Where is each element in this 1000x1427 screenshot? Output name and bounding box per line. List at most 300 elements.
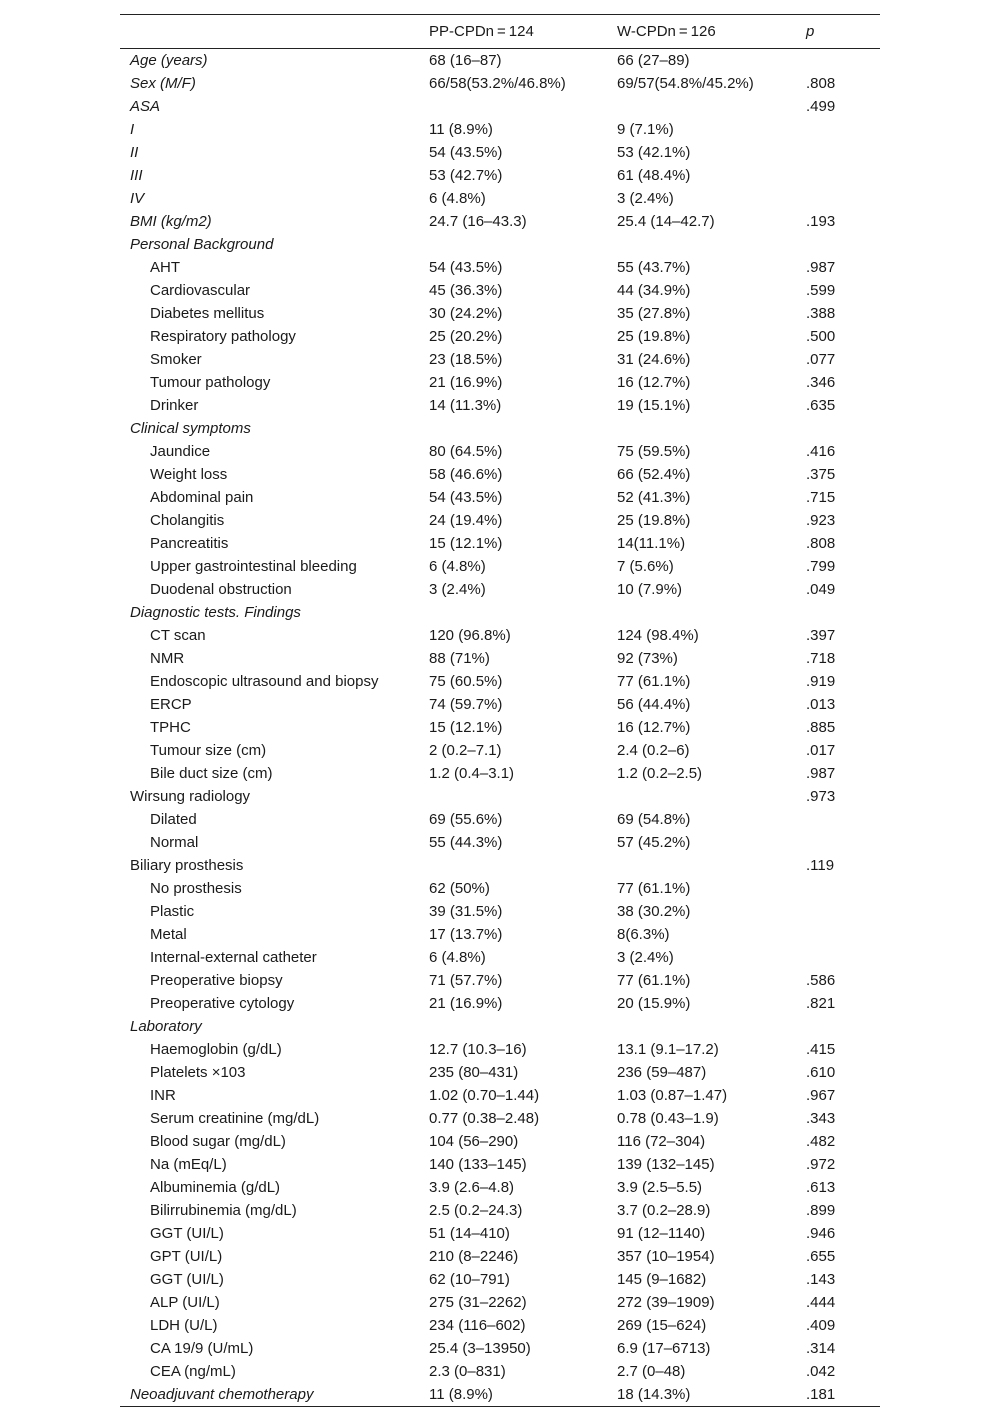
table-row (120, 1314, 880, 1337)
pp-cpd-value: 6 (4.8%) (429, 949, 486, 966)
w-cpd-value: 20 (15.9%) (617, 995, 691, 1012)
table-row (120, 716, 880, 739)
row-label: Upper gastrointestinal bleeding (150, 558, 357, 575)
comparison-table (120, 14, 880, 1407)
w-cpd-value: 3 (2.4%) (617, 190, 674, 207)
row-label: Pancreatitis (150, 535, 229, 552)
w-cpd-value: 357 (10–1954) (617, 1248, 715, 1265)
p-value: .715 (806, 489, 836, 506)
row-label: Weight loss (150, 466, 228, 483)
table-body (120, 49, 880, 1407)
w-cpd-value: 14(11.1%) (617, 535, 686, 552)
row-label: Normal (150, 834, 199, 851)
w-cpd-value: 31 (24.6%) (617, 351, 691, 368)
w-cpd-value: 25 (19.8%) (617, 328, 691, 345)
pp-cpd-value: 25.4 (3–13950) (429, 1340, 531, 1357)
table-row (120, 302, 880, 325)
w-cpd-value: 236 (59–487) (617, 1064, 707, 1081)
pp-cpd-value: 11 (8.9%) (429, 1383, 617, 1407)
table-row (120, 578, 880, 601)
w-cpd-value: 77 (61.1%) (617, 880, 691, 897)
p-value: .885 (806, 719, 836, 736)
pp-cpd-value: 25 (20.2%) (429, 328, 503, 345)
row-label: ERCP (150, 696, 192, 713)
row-label: CA 19/9 (U/mL) (150, 1340, 254, 1357)
pp-cpd-value: 6 (4.8%) (429, 190, 486, 207)
w-cpd-value: 3 (2.4%) (617, 949, 674, 966)
pp-cpd-value: 6 (4.8%) (429, 558, 486, 575)
row-label: Preoperative cytology (150, 995, 295, 1012)
p-value: .899 (806, 1202, 836, 1219)
row-label: III (130, 167, 143, 184)
table-row (120, 463, 880, 486)
table-row (120, 1107, 880, 1130)
pp-cpd-value (429, 1015, 617, 1038)
w-cpd-value: 77 (61.1%) (617, 673, 691, 690)
pp-cpd-value: 75 (60.5%) (429, 673, 503, 690)
header-w-cpd: W-CPDn = 126 (617, 15, 806, 49)
w-cpd-value: 2.7 (0–48) (617, 1363, 686, 1380)
w-cpd-value: 35 (27.8%) (617, 305, 691, 322)
row-label: IV (130, 190, 145, 207)
w-cpd-value: 10 (7.9%) (617, 581, 683, 598)
row-label: TPHC (150, 719, 191, 736)
w-cpd-value: 91 (12–1140) (617, 1225, 706, 1242)
table-row (120, 1222, 880, 1245)
row-label: BMI (kg/m2) (130, 213, 212, 230)
table-row (120, 210, 880, 233)
row-label: Dilated (150, 811, 197, 828)
table-row (120, 946, 880, 969)
p-value (806, 164, 880, 187)
p-value: .613 (806, 1179, 836, 1196)
row-label: GPT (UI/L) (150, 1248, 223, 1265)
row-label: Diabetes mellitus (150, 305, 265, 322)
row-label: Haemoglobin (g/dL) (150, 1041, 282, 1058)
pp-cpd-value: 24.7 (16–43.3) (429, 213, 527, 230)
pp-cpd-value: 39 (31.5%) (429, 903, 503, 920)
header-p-value: p (806, 15, 880, 49)
table-row (120, 279, 880, 302)
p-value: .923 (806, 512, 836, 529)
row-label: Duodenal obstruction (150, 581, 292, 598)
pp-cpd-value: 2.5 (0.2–24.3) (429, 1202, 523, 1219)
p-value: .143 (806, 1271, 836, 1288)
table-row (120, 394, 880, 417)
p-value (806, 1015, 880, 1038)
table-row (120, 831, 880, 854)
p-value (806, 417, 880, 440)
pp-cpd-value: 14 (11.3%) (429, 397, 502, 414)
row-label: Personal Background (130, 236, 274, 253)
pp-cpd-value: 62 (50%) (429, 880, 490, 897)
table-row (120, 693, 880, 716)
table-row (120, 72, 880, 95)
row-label: Tumour pathology (150, 374, 271, 391)
pp-cpd-value (429, 417, 617, 440)
pp-cpd-value: 88 (71%) (429, 650, 490, 667)
table-row (120, 256, 880, 279)
w-cpd-value (617, 95, 806, 118)
row-label: Biliary prosthesis (130, 857, 244, 874)
w-cpd-value: 25 (19.8%) (617, 512, 691, 529)
pp-cpd-value: 24 (19.4%) (429, 512, 503, 529)
w-cpd-value: 269 (15–624) (617, 1317, 707, 1334)
row-label: AHT (150, 259, 180, 276)
pp-cpd-value (429, 233, 617, 256)
table-row (120, 509, 880, 532)
row-label: Na (mEq/L) (150, 1156, 227, 1173)
p-value: .193 (806, 213, 836, 230)
table-row (120, 1268, 880, 1291)
w-cpd-value (617, 1015, 806, 1038)
pp-cpd-value: 234 (116–602) (429, 1317, 526, 1334)
w-cpd-value (617, 601, 806, 624)
w-cpd-value: 69/57(54.8%/45.2%) (617, 75, 754, 92)
pp-cpd-value: 54 (43.5%) (429, 259, 503, 276)
w-cpd-value: 66 (27–89) (617, 52, 690, 69)
p-value: .919 (806, 673, 836, 690)
table-header (120, 15, 880, 49)
pp-cpd-value: 51 (14–410) (429, 1225, 510, 1242)
row-label: GGT (UI/L) (150, 1271, 224, 1288)
w-cpd-value: 77 (61.1%) (617, 972, 691, 989)
p-value (806, 808, 880, 831)
row-label: Cardiovascular (150, 282, 251, 299)
table-row (120, 1153, 880, 1176)
p-value: .718 (806, 650, 836, 667)
table-row (120, 555, 880, 578)
p-value: .808 (806, 75, 836, 92)
row-label: Cholangitis (150, 512, 225, 529)
w-cpd-value: 61 (48.4%) (617, 167, 691, 184)
pp-cpd-value: 11 (8.9%) (429, 121, 493, 138)
table-row (120, 1061, 880, 1084)
p-value: .821 (806, 995, 836, 1012)
p-value: .610 (806, 1064, 836, 1081)
w-cpd-value: 92 (73%) (617, 650, 678, 667)
table-row (120, 141, 880, 164)
p-value: .946 (806, 1225, 836, 1242)
table-row (120, 1130, 880, 1153)
p-value: .077 (806, 351, 836, 368)
w-cpd-value: 145 (9–1682) (617, 1271, 707, 1288)
table-row (120, 1245, 880, 1268)
row-label: ASA (130, 98, 161, 115)
table-row (120, 49, 880, 73)
p-value: .017 (806, 742, 836, 759)
p-value: .444 (806, 1294, 836, 1311)
p-value: .375 (806, 466, 836, 483)
p-value: .049 (806, 581, 836, 598)
pp-cpd-value: 66/58(53.2%/46.8%) (429, 75, 566, 92)
p-value (806, 601, 880, 624)
row-label: Bile duct size (cm) (150, 765, 273, 782)
pp-cpd-value: 12.7 (10.3–16) (429, 1041, 527, 1058)
pp-cpd-value: 275 (31–2262) (429, 1294, 527, 1311)
table-row (120, 1383, 880, 1407)
pp-cpd-value: 17 (13.7%) (429, 926, 503, 943)
p-value (806, 233, 880, 256)
w-cpd-value: 56 (44.4%) (617, 696, 691, 713)
p-value: .042 (806, 1363, 836, 1380)
w-cpd-value: 75 (59.5%) (617, 443, 691, 460)
row-label: Endoscopic ultrasound and biopsy (150, 673, 379, 690)
p-value: .409 (806, 1317, 836, 1334)
p-value: .799 (806, 558, 836, 575)
table-row (120, 900, 880, 923)
table-row (120, 1337, 880, 1360)
pp-cpd-value: 2.3 (0–831) (429, 1363, 506, 1380)
pp-cpd-value: 3.9 (2.6–4.8) (429, 1179, 515, 1196)
row-label: ALP (UI/L) (150, 1294, 220, 1311)
w-cpd-value (617, 233, 806, 256)
table-row (120, 992, 880, 1015)
pp-cpd-value: 1.02 (0.70–1.44) (429, 1087, 540, 1104)
pp-cpd-value: 210 (8–2246) (429, 1248, 519, 1265)
p-value: .987 (806, 765, 836, 782)
table-row (120, 762, 880, 785)
p-value (806, 923, 880, 946)
w-cpd-value: 2.4 (0.2–6) (617, 742, 690, 759)
table-row (120, 1084, 880, 1107)
p-value: .314 (806, 1340, 836, 1357)
pp-cpd-value: 69 (55.6%) (429, 811, 503, 828)
w-cpd-value: 13.1 (9.1–17.2) (617, 1041, 719, 1058)
row-label: LDH (U/L) (150, 1317, 218, 1334)
table-row (120, 923, 880, 946)
row-label: Plastic (150, 903, 195, 920)
pp-cpd-value: 30 (24.2%) (429, 305, 503, 322)
table-row (120, 233, 880, 256)
pp-cpd-value: 54 (43.5%) (429, 144, 503, 161)
header-pp-cpd: PP-CPDn = 124 (429, 15, 617, 49)
pp-cpd-value: 21 (16.9%) (429, 995, 503, 1012)
w-cpd-value: 25.4 (14–42.7) (617, 213, 715, 230)
table-row (120, 808, 880, 831)
row-label: Jaundice (150, 443, 211, 460)
table-row (120, 1291, 880, 1314)
w-cpd-value: 7 (5.6%) (617, 558, 674, 575)
w-cpd-value: 0.78 (0.43–1.9) (617, 1110, 719, 1127)
header-row (120, 15, 880, 49)
table-row (120, 532, 880, 555)
pp-cpd-value: 15 (12.1%) (429, 719, 503, 736)
table-row (120, 325, 880, 348)
row-label: Sex (M/F) (130, 75, 196, 92)
table-row (120, 1015, 880, 1038)
p-value: .808 (806, 535, 836, 552)
w-cpd-value: 6.9 (17–6713) (617, 1340, 711, 1357)
w-cpd-value: 124 (98.4%) (617, 627, 699, 644)
row-label: II (130, 144, 139, 161)
row-label: Respiratory pathology (150, 328, 296, 345)
w-cpd-value: 116 (72–304) (617, 1133, 706, 1150)
row-label: Clinical symptoms (130, 420, 251, 437)
pp-cpd-value: 62 (10–791) (429, 1271, 510, 1288)
pp-cpd-value (429, 95, 617, 118)
table-row (120, 95, 880, 118)
w-cpd-value: 1.2 (0.2–2.5) (617, 765, 703, 782)
pp-cpd-value: 2 (0.2–7.1) (429, 742, 502, 759)
pp-cpd-value: 23 (18.5%) (429, 351, 503, 368)
w-cpd-value: 18 (14.3%) (617, 1383, 806, 1407)
pp-cpd-value: 53 (42.7%) (429, 167, 503, 184)
p-value: .416 (806, 443, 836, 460)
table-row (120, 624, 880, 647)
row-label: No prosthesis (150, 880, 242, 897)
table-row (120, 1360, 880, 1383)
p-value: .388 (806, 305, 836, 322)
w-cpd-value (617, 417, 806, 440)
table-row (120, 1176, 880, 1199)
table-row (120, 417, 880, 440)
row-label: Platelets ×103 (150, 1064, 246, 1081)
p-value: .119 (806, 857, 835, 874)
p-value: .655 (806, 1248, 836, 1265)
pp-cpd-value: 3 (2.4%) (429, 581, 486, 598)
p-value (806, 946, 880, 969)
row-label: Age (years) (130, 52, 208, 69)
w-cpd-value: 53 (42.1%) (617, 144, 691, 161)
row-label: Smoker (150, 351, 202, 368)
p-value (806, 141, 880, 164)
pp-cpd-value (429, 854, 617, 877)
row-label: Blood sugar (mg/dL) (150, 1133, 286, 1150)
p-value: .500 (806, 328, 836, 345)
row-label: I (130, 121, 135, 138)
row-label: Tumour size (cm) (150, 742, 267, 759)
row-label: INR (150, 1087, 176, 1104)
p-value: .346 (806, 374, 836, 391)
w-cpd-value: 8(6.3%) (617, 926, 670, 943)
pp-cpd-value: 140 (133–145) (429, 1156, 527, 1173)
table-row (120, 440, 880, 463)
table-row (120, 739, 880, 762)
pp-cpd-value: 21 (16.9%) (429, 374, 503, 391)
row-label: Internal-external catheter (150, 949, 317, 966)
table-row (120, 854, 880, 877)
p-value (806, 877, 880, 900)
row-label: NMR (150, 650, 185, 667)
row-label: CT scan (150, 627, 206, 644)
row-label: Preoperative biopsy (150, 972, 283, 989)
pp-cpd-value: 58 (46.6%) (429, 466, 503, 483)
table-row (120, 486, 880, 509)
pp-cpd-value: 104 (56–290) (429, 1133, 519, 1150)
p-value: .343 (806, 1110, 836, 1127)
w-cpd-value: 16 (12.7%) (617, 719, 691, 736)
w-cpd-value: 16 (12.7%) (617, 374, 691, 391)
table-row (120, 969, 880, 992)
pp-cpd-value: 68 (16–87) (429, 52, 502, 69)
row-label: Drinker (150, 397, 199, 414)
table-row (120, 348, 880, 371)
p-value (806, 900, 880, 923)
w-cpd-value: 66 (52.4%) (617, 466, 691, 483)
pp-cpd-value: 120 (96.8%) (429, 627, 511, 644)
w-cpd-value: 19 (15.1%) (617, 397, 691, 414)
w-cpd-value: 139 (132–145) (617, 1156, 715, 1173)
w-cpd-value (617, 785, 806, 808)
pp-cpd-value (429, 601, 617, 624)
w-cpd-value: 9 (7.1%) (617, 121, 674, 138)
p-value: .013 (806, 696, 836, 713)
p-value: .599 (806, 282, 836, 299)
p-value: .181 (806, 1383, 880, 1407)
w-cpd-value (617, 854, 806, 877)
pp-cpd-value: 235 (80–431) (429, 1064, 519, 1081)
w-cpd-value: 3.9 (2.5–5.5) (617, 1179, 703, 1196)
table-row (120, 785, 880, 808)
row-label: Bilirrubinemia (mg/dL) (150, 1202, 297, 1219)
p-value (806, 49, 880, 73)
table-row (120, 187, 880, 210)
pp-cpd-value: 0.77 (0.38–2.48) (429, 1110, 540, 1127)
table-row (120, 118, 880, 141)
pp-cpd-value: 55 (44.3%) (429, 834, 503, 851)
table-row (120, 647, 880, 670)
table-row (120, 371, 880, 394)
p-value: .482 (806, 1133, 836, 1150)
p-value: .973 (806, 788, 836, 805)
p-value: .586 (806, 972, 836, 989)
pp-cpd-value: 1.2 (0.4–3.1) (429, 765, 515, 782)
p-value: .967 (806, 1087, 836, 1104)
w-cpd-value: 55 (43.7%) (617, 259, 691, 276)
w-cpd-value: 1.03 (0.87–1.47) (617, 1087, 728, 1104)
pp-cpd-value: 80 (64.5%) (429, 443, 503, 460)
table-row (120, 164, 880, 187)
p-value (806, 187, 880, 210)
p-value: .397 (806, 627, 836, 644)
table-row (120, 1038, 880, 1061)
w-cpd-value: 272 (39–1909) (617, 1294, 715, 1311)
p-value: .499 (806, 98, 836, 115)
table-row (120, 670, 880, 693)
p-value: .635 (806, 397, 836, 414)
row-label: Abdominal pain (150, 489, 254, 506)
pp-cpd-value: 45 (36.3%) (429, 282, 503, 299)
p-value (806, 118, 880, 141)
pp-cpd-value: 15 (12.1%) (429, 535, 503, 552)
w-cpd-value: 57 (45.2%) (617, 834, 691, 851)
row-label: Albuminemia (g/dL) (150, 1179, 281, 1196)
pp-cpd-value: 71 (57.7%) (429, 972, 503, 989)
w-cpd-value: 69 (54.8%) (617, 811, 691, 828)
table-row (120, 877, 880, 900)
row-label: Serum creatinine (mg/dL) (150, 1110, 320, 1127)
row-label: Laboratory (130, 1018, 202, 1035)
table-row (120, 601, 880, 624)
row-label: Wirsung radiology (130, 788, 251, 805)
row-label: Neoadjuvant chemotherapy (120, 1383, 429, 1407)
w-cpd-value: 44 (34.9%) (617, 282, 691, 299)
w-cpd-value: 38 (30.2%) (617, 903, 691, 920)
header-variable (120, 15, 429, 49)
p-value: .972 (806, 1156, 836, 1173)
pp-cpd-value: 54 (43.5%) (429, 489, 503, 506)
row-label: CEA (ng/mL) (150, 1363, 236, 1380)
p-value (806, 831, 880, 854)
row-label: Metal (150, 926, 187, 943)
w-cpd-value: 52 (41.3%) (617, 489, 691, 506)
table-row (120, 1199, 880, 1222)
row-label: GGT (UI/L) (150, 1225, 224, 1242)
w-cpd-value: 3.7 (0.2–28.9) (617, 1202, 711, 1219)
pp-cpd-value: 74 (59.7%) (429, 696, 503, 713)
pp-cpd-value (429, 785, 617, 808)
